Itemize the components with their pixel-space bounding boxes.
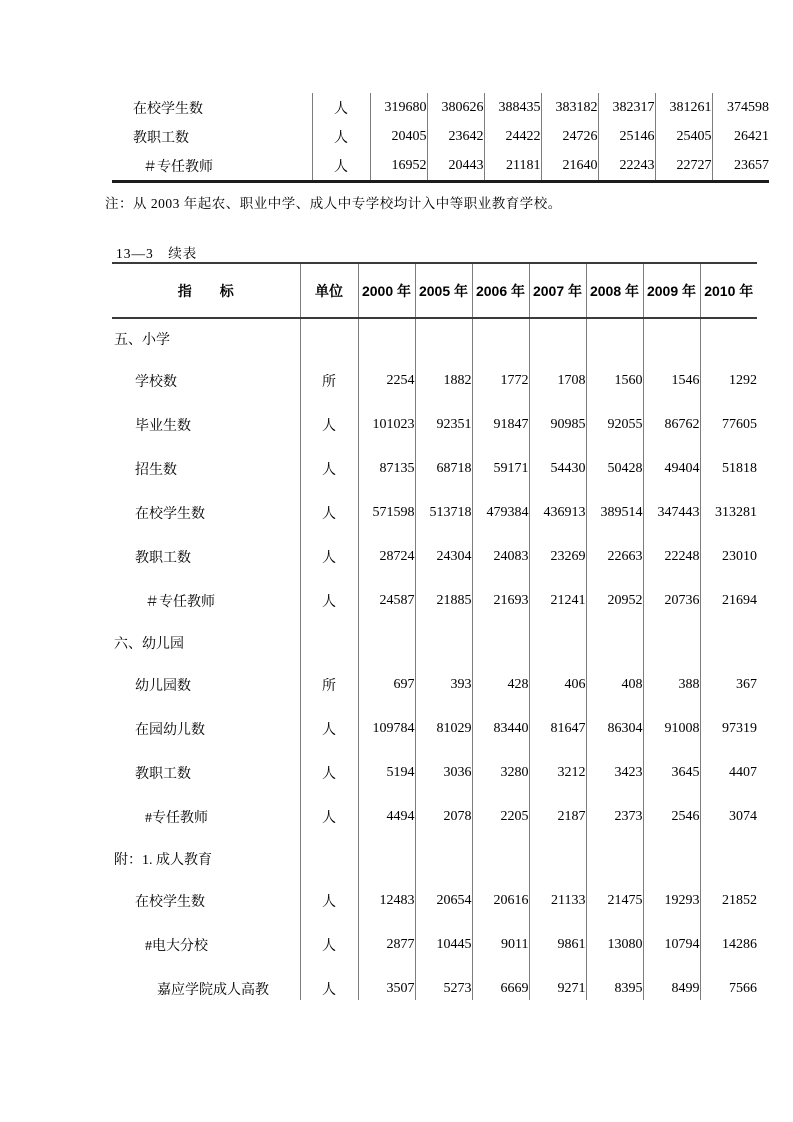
value-cell: 408: [586, 663, 643, 707]
header-year-2009: 2009 年: [643, 263, 700, 318]
value-cell: 13080: [586, 923, 643, 967]
table-note: 注：从 2003 年起农、职业中学、成人中专学校均计入中等职业教育学校。: [105, 196, 562, 211]
value-cell: [529, 318, 586, 359]
value-cell: 383182: [541, 93, 598, 122]
header-year-2010: 2010 年: [700, 263, 757, 318]
value-cell: [643, 318, 700, 359]
value-cell: 313281: [700, 491, 757, 535]
table-row: [112, 535, 757, 579]
value-cell: [643, 839, 700, 879]
value-cell: 49404: [643, 447, 700, 491]
value-cell: 19293: [643, 879, 700, 923]
value-cell: 83440: [472, 707, 529, 751]
indicator-cell: ＃专任教师: [145, 595, 215, 610]
value-cell: 1546: [643, 359, 700, 403]
indicator-cell: 嘉应学院成人高教: [157, 983, 269, 998]
value-cell: 24083: [472, 535, 529, 579]
value-cell: 5273: [415, 967, 472, 1000]
table-row: [112, 879, 757, 923]
unit-cell: 人: [300, 403, 358, 447]
main-table-wrap: [112, 262, 757, 1000]
table-row: [112, 967, 757, 1000]
value-cell: 8395: [586, 967, 643, 1000]
header-indicator: 指 标: [112, 263, 300, 318]
unit-cell: 人: [300, 923, 358, 967]
value-cell: 1560: [586, 359, 643, 403]
value-cell: 25146: [598, 122, 655, 151]
value-cell: 21885: [415, 579, 472, 623]
value-cell: 23657: [712, 151, 769, 182]
value-cell: 54430: [529, 447, 586, 491]
value-cell: [472, 623, 529, 663]
value-cell: 347443: [643, 491, 700, 535]
value-cell: 2205: [472, 795, 529, 839]
value-cell: 92055: [586, 403, 643, 447]
value-cell: 9861: [529, 923, 586, 967]
table-row: [112, 359, 757, 403]
value-cell: 571598: [358, 491, 415, 535]
value-cell: 2546: [643, 795, 700, 839]
value-cell: 9011: [472, 923, 529, 967]
value-cell: 24587: [358, 579, 415, 623]
value-cell: 20405: [370, 122, 427, 151]
value-cell: [415, 318, 472, 359]
header-year-2007: 2007 年: [529, 263, 586, 318]
value-cell: 23642: [427, 122, 484, 151]
value-cell: 87135: [358, 447, 415, 491]
unit-cell: [300, 839, 358, 879]
value-cell: 59171: [472, 447, 529, 491]
indicator-cell: 在校学生数: [135, 507, 205, 522]
indicator-cell: 学校数: [135, 375, 177, 390]
value-cell: 20736: [643, 579, 700, 623]
value-cell: 479384: [472, 491, 529, 535]
value-cell: 20443: [427, 151, 484, 182]
value-cell: 319680: [370, 93, 427, 122]
unit-cell: 人: [312, 122, 370, 151]
value-cell: [415, 839, 472, 879]
value-cell: [472, 839, 529, 879]
value-cell: [586, 318, 643, 359]
value-cell: 50428: [586, 447, 643, 491]
value-cell: 3074: [700, 795, 757, 839]
value-cell: [700, 839, 757, 879]
unit-cell: 人: [300, 707, 358, 751]
value-cell: 86762: [643, 403, 700, 447]
value-cell: 4494: [358, 795, 415, 839]
section-row: [112, 839, 757, 879]
value-cell: 24726: [541, 122, 598, 151]
value-cell: [700, 318, 757, 359]
indicator-cell: 教职工数: [133, 130, 189, 146]
top-continued-table: [112, 93, 769, 183]
value-cell: 374598: [712, 93, 769, 122]
value-cell: 21852: [700, 879, 757, 923]
value-cell: 23269: [529, 535, 586, 579]
header-year-2000: 2000 年: [358, 263, 415, 318]
header-row: [112, 263, 757, 318]
value-cell: 21640: [541, 151, 598, 182]
section-row: [112, 318, 757, 359]
value-cell: [415, 623, 472, 663]
value-cell: 388: [643, 663, 700, 707]
value-cell: 21181: [484, 151, 541, 182]
value-cell: 10445: [415, 923, 472, 967]
value-cell: 26421: [712, 122, 769, 151]
value-cell: 4407: [700, 751, 757, 795]
value-cell: 20952: [586, 579, 643, 623]
indicator-cell: 教职工数: [135, 551, 191, 566]
unit-cell: 人: [300, 447, 358, 491]
indicator-cell: #专任教师: [145, 811, 208, 826]
main-table: [112, 262, 757, 1000]
value-cell: 7566: [700, 967, 757, 1000]
value-cell: 22727: [655, 151, 712, 182]
unit-cell: 人: [300, 751, 358, 795]
value-cell: 1882: [415, 359, 472, 403]
value-cell: 22663: [586, 535, 643, 579]
indicator-cell: 教职工数: [135, 767, 191, 782]
value-cell: 20616: [472, 879, 529, 923]
header-year-2008: 2008 年: [586, 263, 643, 318]
value-cell: 23010: [700, 535, 757, 579]
indicator-cell: 六、幼儿园: [114, 637, 184, 652]
unit-cell: 人: [300, 967, 358, 1000]
value-cell: [586, 839, 643, 879]
value-cell: 81029: [415, 707, 472, 751]
value-cell: 21133: [529, 879, 586, 923]
indicator-cell: 在校学生数: [133, 101, 203, 117]
value-cell: 86304: [586, 707, 643, 751]
indicator-cell: 附：1. 成人教育: [114, 853, 212, 868]
value-cell: 3280: [472, 751, 529, 795]
value-cell: 22248: [643, 535, 700, 579]
table-row: [112, 579, 757, 623]
value-cell: 9271: [529, 967, 586, 1000]
value-cell: 21475: [586, 879, 643, 923]
value-cell: [586, 623, 643, 663]
header-unit: 单位: [300, 263, 358, 318]
value-cell: 436913: [529, 491, 586, 535]
value-cell: 428: [472, 663, 529, 707]
value-cell: 21693: [472, 579, 529, 623]
value-cell: [529, 623, 586, 663]
value-cell: 22243: [598, 151, 655, 182]
table-row: [112, 491, 757, 535]
value-cell: [643, 623, 700, 663]
unit-cell: 人: [312, 93, 370, 122]
value-cell: [358, 839, 415, 879]
unit-cell: 人: [300, 579, 358, 623]
indicator-cell: #电大分校: [145, 939, 208, 954]
value-cell: 513718: [415, 491, 472, 535]
value-cell: [472, 318, 529, 359]
value-cell: 91008: [643, 707, 700, 751]
value-cell: 24422: [484, 122, 541, 151]
value-cell: [358, 318, 415, 359]
value-cell: 21694: [700, 579, 757, 623]
indicator-cell: 毕业生数: [135, 419, 191, 434]
table-row: [112, 795, 757, 839]
value-cell: 90985: [529, 403, 586, 447]
value-cell: 381261: [655, 93, 712, 122]
value-cell: 389514: [586, 491, 643, 535]
value-cell: 2254: [358, 359, 415, 403]
header-year-2006: 2006 年: [472, 263, 529, 318]
value-cell: 1292: [700, 359, 757, 403]
value-cell: 20654: [415, 879, 472, 923]
table-row: [112, 93, 769, 122]
value-cell: 382317: [598, 93, 655, 122]
value-cell: 3645: [643, 751, 700, 795]
value-cell: 406: [529, 663, 586, 707]
continued-table-title: 13—3 续表: [116, 246, 198, 261]
value-cell: 3036: [415, 751, 472, 795]
unit-cell: 人: [300, 879, 358, 923]
value-cell: 92351: [415, 403, 472, 447]
value-cell: 14286: [700, 923, 757, 967]
value-cell: 25405: [655, 122, 712, 151]
unit-cell: [300, 623, 358, 663]
value-cell: 2877: [358, 923, 415, 967]
value-cell: 8499: [643, 967, 700, 1000]
value-cell: [700, 623, 757, 663]
indicator-cell: 五、小学: [114, 333, 170, 348]
value-cell: 21241: [529, 579, 586, 623]
value-cell: 68718: [415, 447, 472, 491]
table-row: [112, 122, 769, 151]
unit-cell: 所: [300, 663, 358, 707]
value-cell: 6669: [472, 967, 529, 1000]
section-row: [112, 623, 757, 663]
value-cell: 2373: [586, 795, 643, 839]
table-row: [112, 707, 757, 751]
value-cell: 3423: [586, 751, 643, 795]
value-cell: 2078: [415, 795, 472, 839]
value-cell: 393: [415, 663, 472, 707]
indicator-cell: 在校学生数: [135, 895, 205, 910]
value-cell: 24304: [415, 535, 472, 579]
table-row: [112, 923, 757, 967]
value-cell: 97319: [700, 707, 757, 751]
value-cell: 1708: [529, 359, 586, 403]
value-cell: 697: [358, 663, 415, 707]
table-row: [112, 447, 757, 491]
table-row: [112, 663, 757, 707]
value-cell: 12483: [358, 879, 415, 923]
unit-cell: 人: [300, 491, 358, 535]
value-cell: [358, 623, 415, 663]
value-cell: 77605: [700, 403, 757, 447]
value-cell: 109784: [358, 707, 415, 751]
indicator-cell: 在园幼儿数: [135, 723, 205, 738]
value-cell: 5194: [358, 751, 415, 795]
value-cell: 28724: [358, 535, 415, 579]
unit-cell: 人: [300, 535, 358, 579]
unit-cell: 所: [300, 359, 358, 403]
indicator-cell: ＃专任教师: [143, 159, 213, 175]
value-cell: 101023: [358, 403, 415, 447]
value-cell: 16952: [370, 151, 427, 182]
unit-cell: 人: [312, 151, 370, 182]
value-cell: 2187: [529, 795, 586, 839]
value-cell: 3212: [529, 751, 586, 795]
indicator-cell: 招生数: [135, 463, 177, 478]
value-cell: 81647: [529, 707, 586, 751]
value-cell: 51818: [700, 447, 757, 491]
value-cell: 10794: [643, 923, 700, 967]
unit-cell: [300, 318, 358, 359]
value-cell: 3507: [358, 967, 415, 1000]
table-row: [112, 403, 757, 447]
header-year-2005: 2005 年: [415, 263, 472, 318]
table-row: [112, 751, 757, 795]
value-cell: [529, 839, 586, 879]
table-row: [112, 151, 769, 182]
value-cell: 388435: [484, 93, 541, 122]
value-cell: 91847: [472, 403, 529, 447]
value-cell: 367: [700, 663, 757, 707]
value-cell: 380626: [427, 93, 484, 122]
indicator-cell: 幼儿园数: [135, 679, 191, 694]
value-cell: 1772: [472, 359, 529, 403]
unit-cell: 人: [300, 795, 358, 839]
